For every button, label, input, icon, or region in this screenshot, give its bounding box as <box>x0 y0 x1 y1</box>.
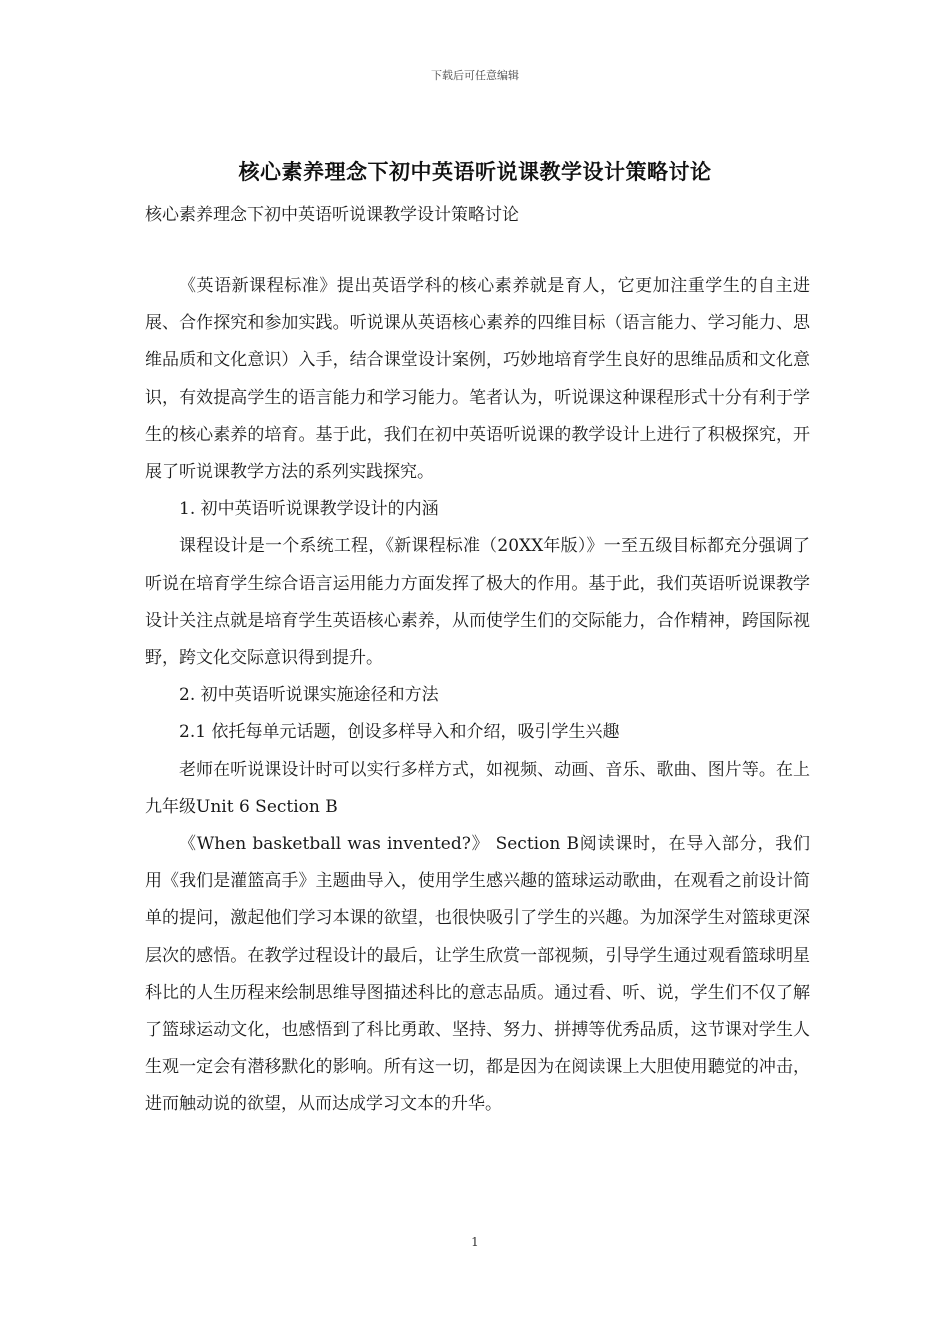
section-heading-1: 1. 初中英语听说课教学设计的内涵 <box>179 499 439 520</box>
section-heading-2: 2. 初中英语听说课实施途径和方法 <box>179 685 439 706</box>
document-body <box>145 268 810 1124</box>
document-title: 核心素养理念下初中英语听说课教学设计策略讨论 <box>238 159 712 184</box>
header-note: 下载后可任意编辑 <box>431 69 519 82</box>
page-number: 1 <box>471 1235 479 1249</box>
paragraph-section-1: 课程设计是一个系统工程，《新课程标准（20XX年版）》一至五级目标都充分强调了听说在培育学生综合语言运用能力方面发挥了极大的作用。基于此，我们英语听说课教学设计关注点就是培育学生英语核心素养，从而使学生们的交际能力，合作精神，跨国际视野，跨文化交际意识得到提升。 <box>145 536 810 669</box>
paragraph-section-2-1: 老师在听说课设计时可以实行多样方式，如视频、动画、音乐、歌曲、图片等。在上九年级Unit 6 Section B <box>145 759 810 817</box>
paragraph-intro: 《英语新课程标准》提出英语学科的核心素养就是育人，它更加注重学生的自主进展、合作探究和参加实践。听说课从英语核心素养的四维目标（语言能力、学习能力、思维品质和文化意识）入手，结合课堂设计案例，巧妙地培育学生良好的思维品质和文化意识，有效提高学生的语言能力和学习能力。笔者认为，听说课这种课程形式十分有利于学生的核心素养的培育。基于此，我们在初中英语听说课的教学设计上进行了积极探究，开展了听说课教学方法的系列实践探究。 <box>145 276 810 483</box>
paragraph-case-study: 《When basketball was invented?》 Section B阅读课时，在导入部分，我们用《我们是灌篮高手》主题曲导入，使用学生感兴趣的篮球运动歌曲，在观看之前设计简单的提问，激起他们学习本课的欲望，也很快吸引了学生的兴趣。为加深学生对篮球更深层次的感悟。在教学过程设计的最后，让学生欣赏一部视频，引导学生通过观看篮球明星科比的人生历程来绘制思维导图描述科比的意志品质。通过看、听、说，学生们不仅了解了篮球运动文化，也感悟到了科比勇敢、坚持、努力、拼搏等优秀品质，这节课对学生人生观一定会有潜移默化的影响。所有这一切，都是因为在阅读课上大胆使用聽觉的冲击，进而触动说的欲望，从而达成学习文本的升华。 <box>145 834 810 1115</box>
document-subtitle: 核心素养理念下初中英语听说课教学设计策略讨论 <box>145 205 519 225</box>
subsection-heading-2-1: 2.1 依托每单元话题，创设多样导入和介绍，吸引学生兴趣 <box>179 722 620 743</box>
